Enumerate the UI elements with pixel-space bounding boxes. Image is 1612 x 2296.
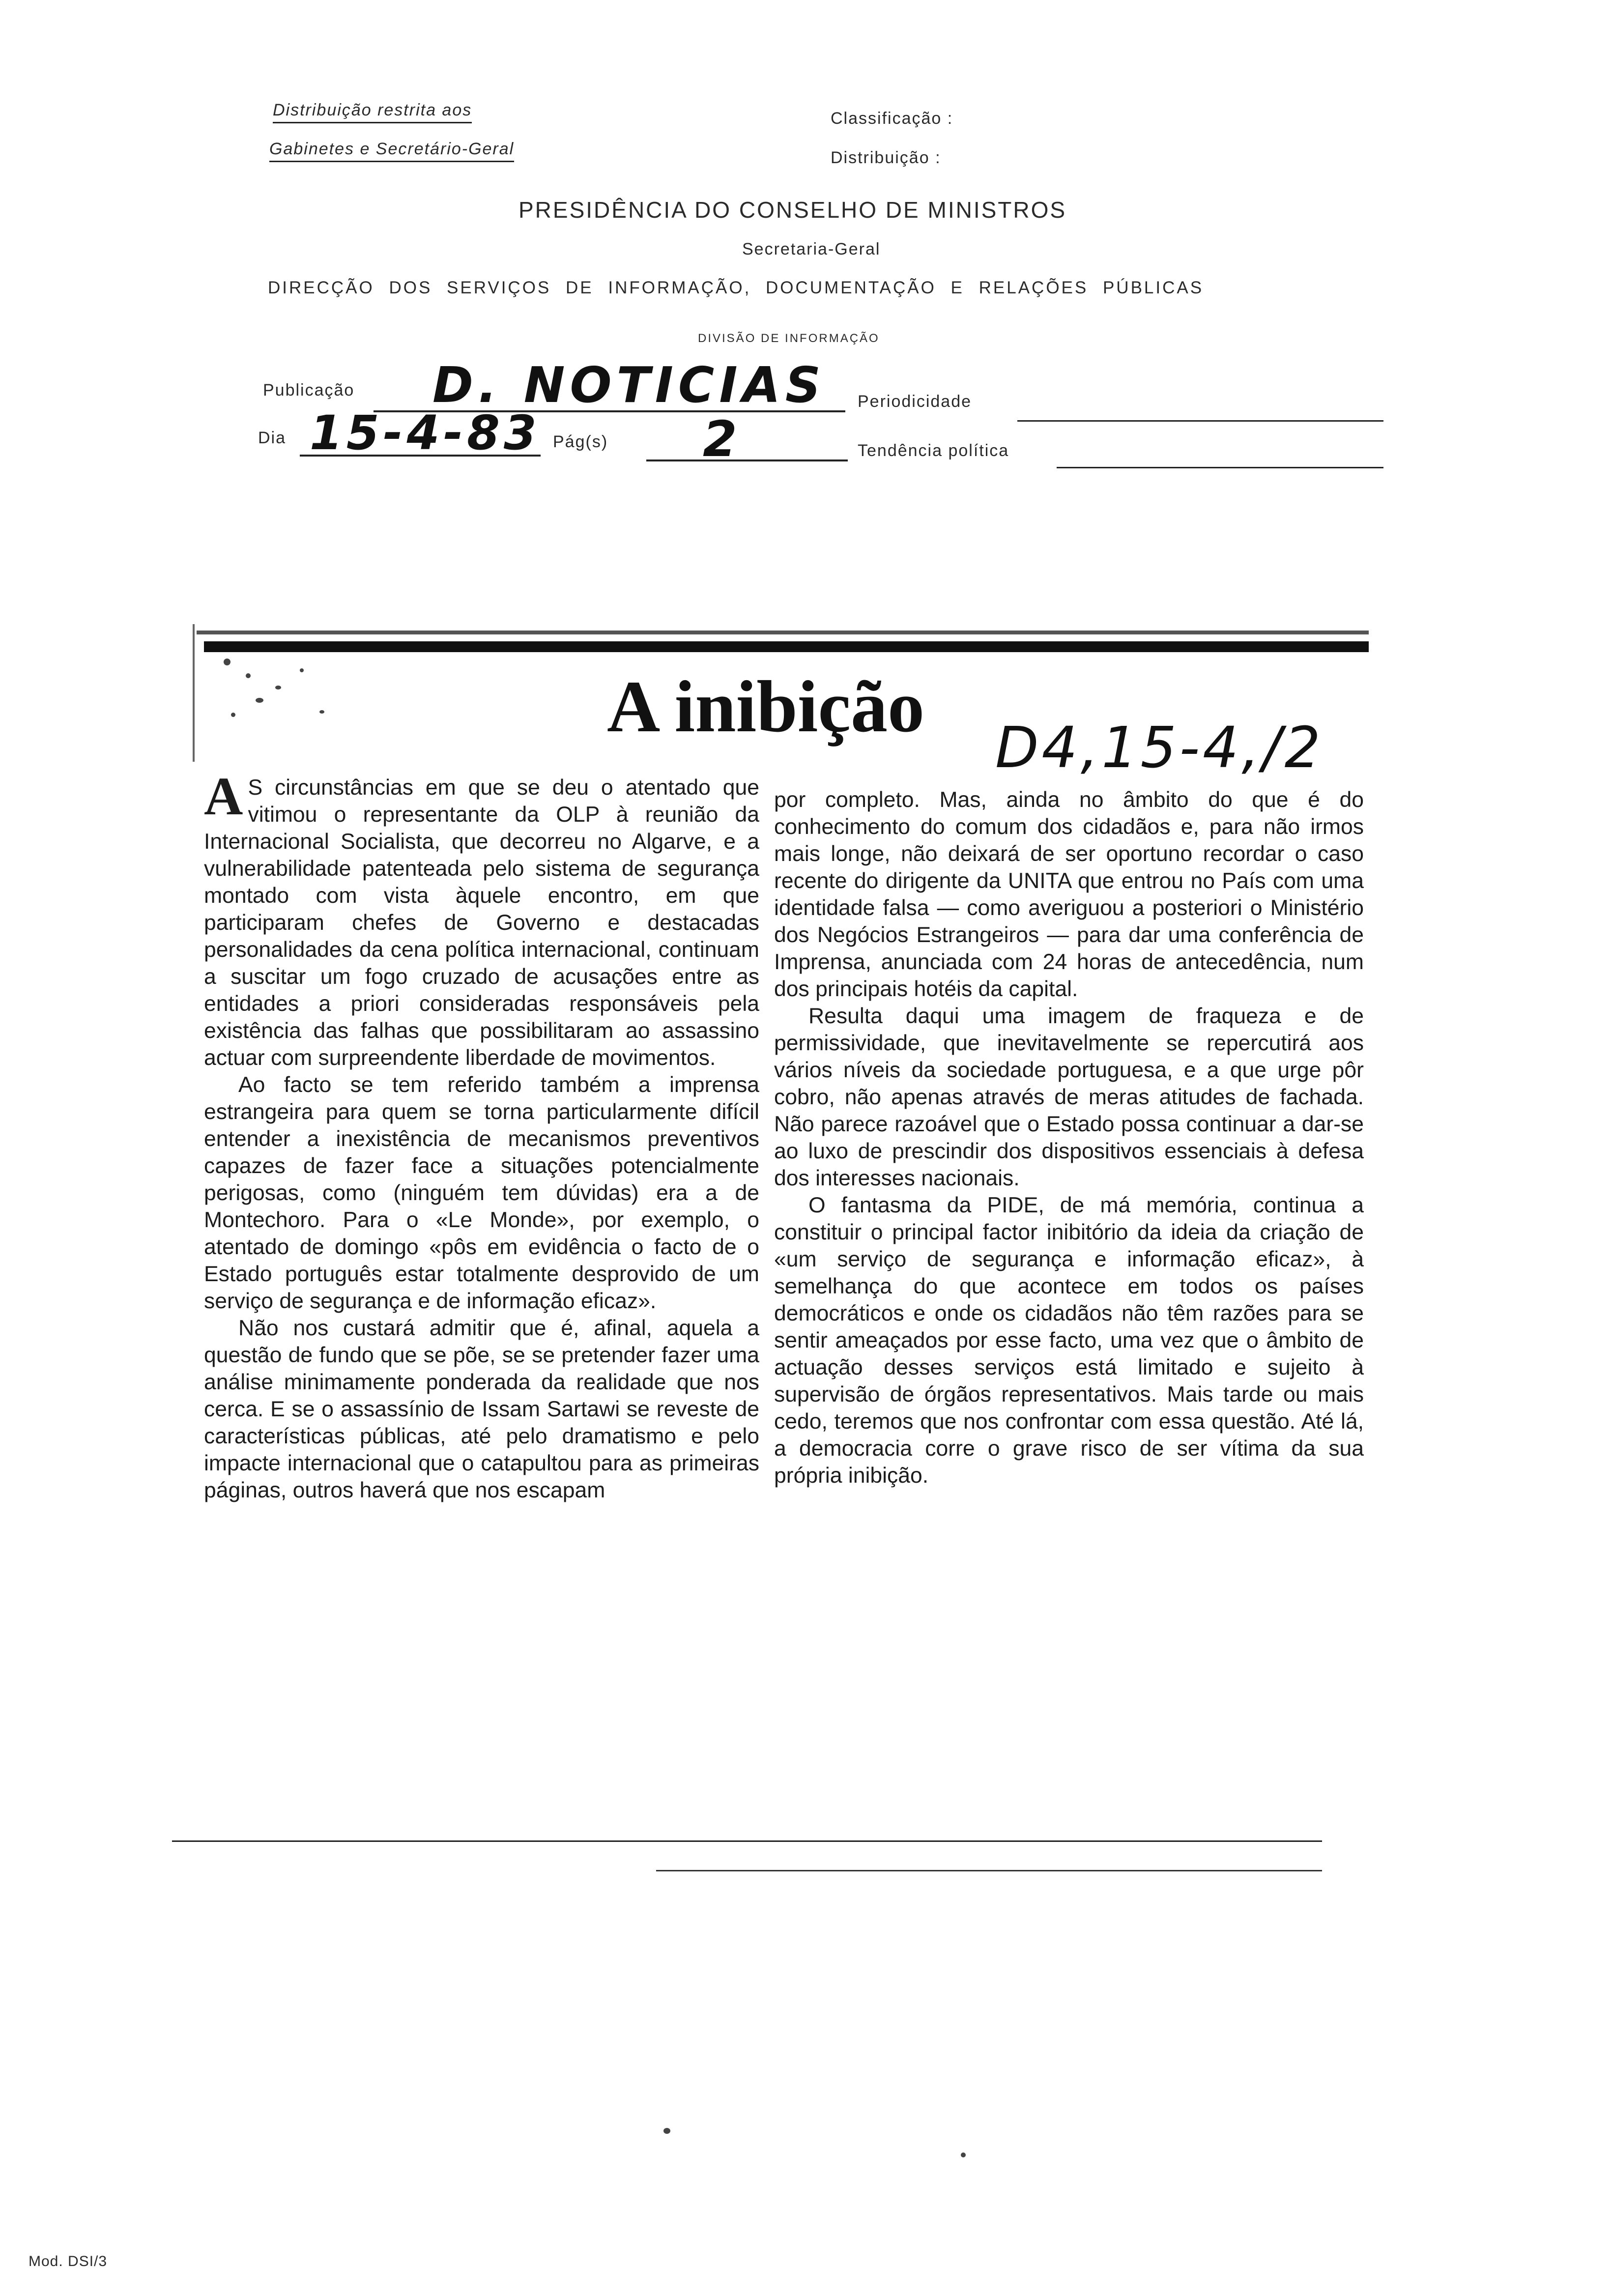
article-headline: A inibição bbox=[607, 666, 924, 747]
periodicity-label: Periodicidade bbox=[858, 392, 972, 411]
directorate-title: DIRECÇÃO DOS SERVIÇOS DE INFORMAÇÃO, DOCUMENTAÇÃO E RELAÇÕES PÚBLICAS bbox=[268, 278, 1204, 297]
scan-speck bbox=[319, 710, 324, 714]
pages-value: 2 bbox=[703, 410, 737, 468]
scan-speck bbox=[275, 686, 281, 689]
clipping-bottom-rule bbox=[172, 1840, 1322, 1842]
article-paragraph: Ao facto se tem referido também a imprensa estrangeira para quem se torna particularmente difícil entender a inexistência de mecanismos preventivos capazes de fazer face a situações potencialmente perigosas, como (ninguém tem dúvidas) era a de Montechoro. Para o «Le Monde», por exemplo, o atentado de domingo «pôs em evidência o facto de o Estado português estar totalmente desprovido de um serviço de segurança e de informação eficaz». bbox=[204, 1073, 759, 1313]
pages-label: Pág(s) bbox=[553, 432, 608, 451]
scan-speck bbox=[961, 2152, 966, 2157]
article-column-2 bbox=[774, 786, 1364, 1489]
scan-speck bbox=[231, 713, 235, 717]
distribution-label: Distribuição : bbox=[831, 148, 941, 167]
periodicity-line bbox=[1017, 420, 1383, 422]
tendency-line bbox=[1057, 467, 1383, 468]
article-column-1 bbox=[204, 766, 759, 1504]
clipping-top-rule-thick bbox=[204, 641, 1369, 652]
article-paragraph: Não nos custará admitir que é, afinal, aquela a questão de fundo que se põe, se se pretender fazer uma análise minimamente ponderada da realidade que nos cerca. E se o assassínio de Issam Sartawi se reveste de características públicas, até pelo dramatismo e pelo impacte internacional que o catapultou para as primeiras páginas, outros haverá que nos escapam bbox=[204, 1316, 759, 1502]
scan-speck bbox=[256, 698, 263, 703]
scan-speck bbox=[300, 668, 304, 672]
article-paragraph: O fantasma da PIDE, de má memória, continua a constituir o principal factor inibitório da ideia da criação de «um serviço de segurança e informação eficaz», à semelhança do que acontece em todos os países democráticos e onde os cidadãos não têm razões para se sentir ameaçados por esse facto, uma vez que o âmbito de actuação desses serviços está limitado e sujeito à supervisão de órgãos representativos. Mais tarde ou mais cedo, teremos que nos confrontar com essa questão. Até lá, a democracia corre o grave risco de ser vítima da sua própria inibição. bbox=[774, 1193, 1364, 1488]
department-title: Secretaria-Geral bbox=[742, 240, 881, 258]
tendency-label: Tendência política bbox=[858, 441, 1009, 460]
publication-label: Publicação bbox=[263, 381, 355, 400]
institution-title: PRESIDÊNCIA DO CONSELHO DE MINISTROS bbox=[518, 197, 1067, 223]
clipping-bottom-rule-2 bbox=[656, 1870, 1322, 1871]
handwritten-reference: D4,15-4,/2 bbox=[995, 715, 1324, 781]
day-value: 15-4-83 bbox=[310, 405, 541, 460]
distribution-note-line2: Gabinetes e Secretário-Geral bbox=[269, 140, 514, 162]
scan-speck bbox=[224, 659, 230, 665]
article-paragraph: por completo. Mas, ainda no âmbito do que é do conhecimento do comum dos cidadãos e, para não irmos mais longe, não deixará de ser oportuno recordar o caso recente do dirigente da UNITA que entrou no País com uma identidade falsa — como averiguou a posteriori o Ministério dos Negócios Estrangeiros — para dar uma conferência de Imprensa, anunciada com 24 horas de antecedência, num dos principais hotéis da capital. bbox=[774, 788, 1364, 1001]
scan-speck bbox=[246, 673, 251, 678]
pages-line bbox=[646, 459, 848, 461]
day-label: Dia bbox=[258, 429, 287, 447]
drop-cap: A bbox=[204, 766, 243, 826]
article-paragraph: Resulta daqui uma imagem de fraqueza e de permissividade, que inevitavelmente se repercutirá aos vários níveis da sociedade portuguesa, e a que urge pôr cobro, não apenas através de meras atitudes de fachada. Não parece razoável que o Estado possa continuar a dar-se ao luxo de prescindir dos dispositivos essenciais à defesa dos interesses nacionais. bbox=[774, 1004, 1364, 1190]
distribution-note-line1: Distribuição restrita aos bbox=[273, 101, 472, 123]
paragraph-text: S circunstâncias em que se deu o atentado que vitimou o representante da OLP à reunião da Internacional Socialista, que decorreu no Algarve, e a vulnerabilidade patenteada pelo sistema de segurança montado com vista àquele encontro, em que participaram chefes de Governo e destacadas personalidades da cena política internacional, continuam a suscitar um fogo cruzado de acusações entre as entidades a priori consideradas responsáveis pela existência das falhas que possibilitaram ao assassino actuar com surpreendente liberdade de movimentos. bbox=[204, 775, 759, 1070]
article-paragraph bbox=[204, 766, 759, 1071]
clipping-left-edge bbox=[193, 624, 195, 762]
classification-label: Classificação : bbox=[831, 109, 953, 128]
clipping-top-rule-thin bbox=[197, 631, 1369, 634]
publication-value: D. NOTICIAS bbox=[432, 356, 826, 414]
form-code: Mod. DSI/3 bbox=[29, 2253, 108, 2269]
scan-speck bbox=[663, 2128, 670, 2134]
division-title: DIVISÃO DE INFORMAÇÃO bbox=[698, 332, 880, 345]
